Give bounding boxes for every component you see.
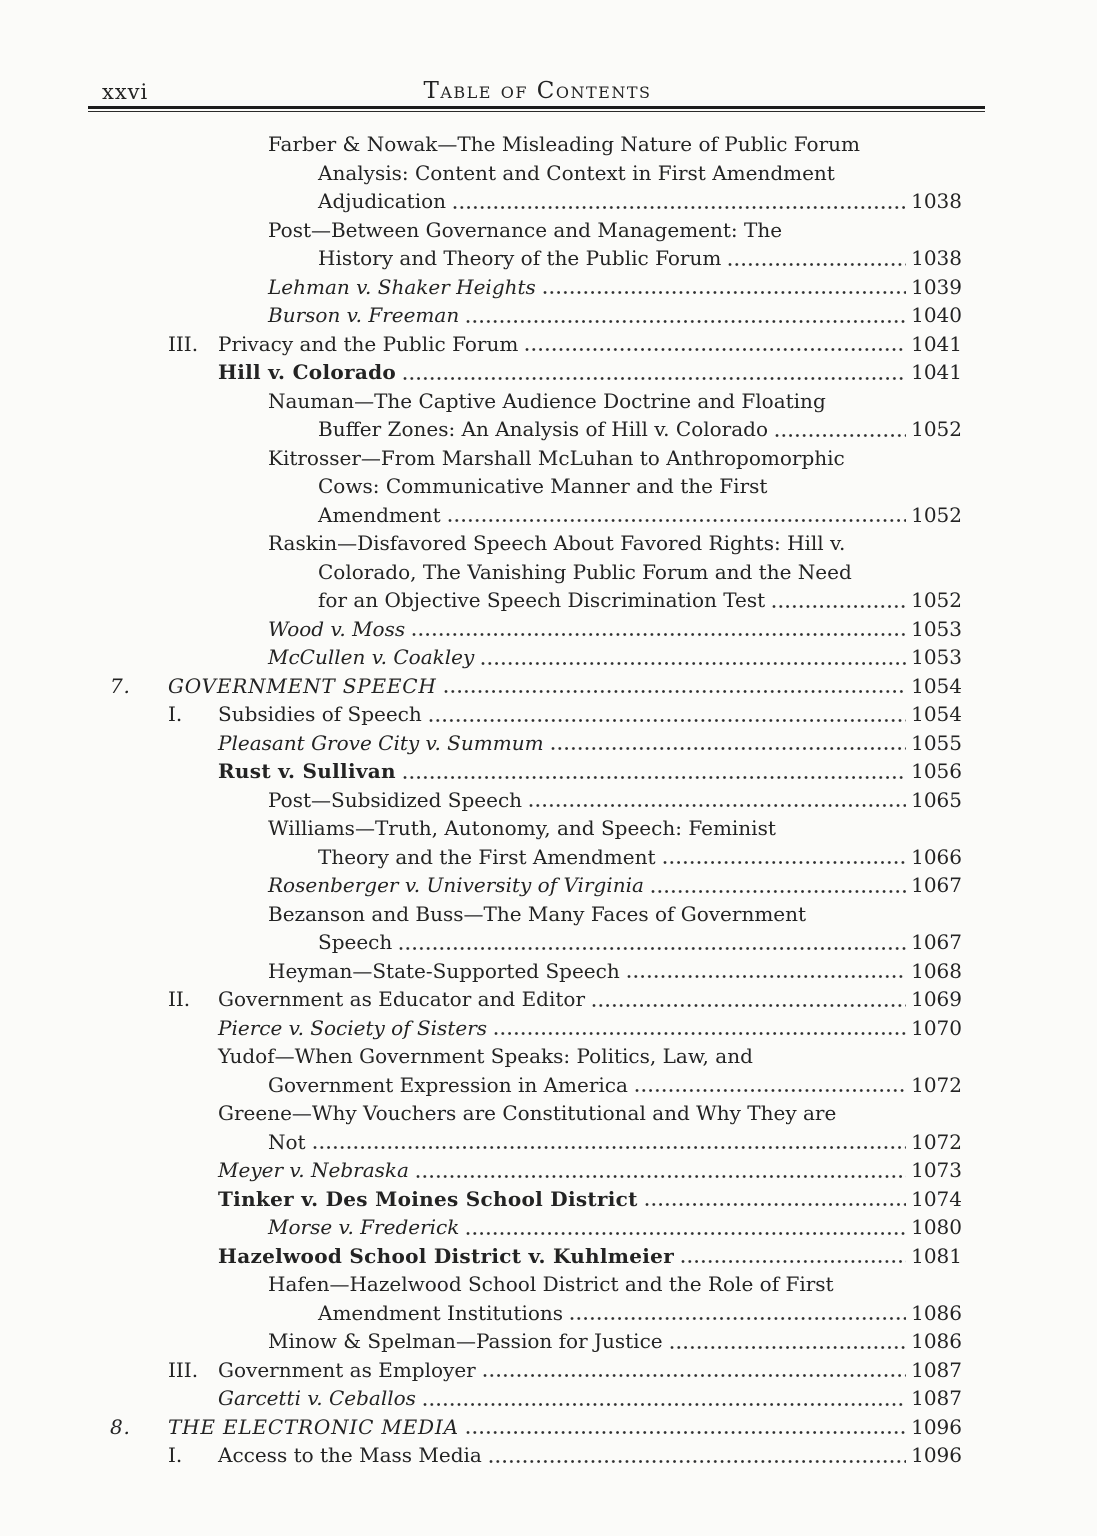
entry-title: Tinker v. Des Moines School District (218, 1186, 638, 1211)
page-number: 1066 (911, 844, 962, 869)
toc-row (110, 1242, 962, 1271)
page-number: 1052 (911, 502, 962, 527)
toc-row (110, 871, 962, 900)
dot-leader (483, 1374, 906, 1377)
entry-title: Garcetti v. Ceballos (218, 1386, 416, 1410)
toc-row (110, 729, 962, 758)
dot-leader (551, 747, 907, 750)
page-number: 1069 (911, 987, 962, 1011)
toc-row (110, 1156, 962, 1185)
toc-row (110, 1270, 962, 1299)
entry-title: Williams—Truth, Autonomy, and Speech: Feminist (268, 816, 776, 840)
toc-row (110, 358, 962, 387)
page-number: 1068 (911, 958, 962, 983)
toc-row (110, 1185, 962, 1214)
entry-number: 7. (110, 673, 131, 698)
toc-row (110, 900, 962, 929)
page-number: 1038 (911, 189, 962, 213)
entry-title: Post—Between Governance and Management: The (268, 217, 783, 242)
toc-row (110, 330, 962, 359)
entry-title: Government as Employer (218, 1357, 476, 1382)
page-number: 1087 (911, 1386, 962, 1410)
header-rule (88, 106, 985, 112)
entry-title: Meyer v. Nebraska (218, 1158, 409, 1182)
page-number: 1081 (911, 1243, 962, 1268)
entry-title: Access to the Mass Media (218, 1443, 482, 1467)
dot-leader (570, 1317, 906, 1320)
entry-number: I. (168, 702, 183, 726)
entry-title: Government as Educator and Editor (218, 987, 586, 1011)
entry-title: Amendment Institutions (318, 1300, 564, 1325)
page-number: 1067 (911, 873, 962, 897)
page-number: 1067 (911, 930, 962, 954)
entry-title: Hazelwood School District v. Kuhlmeier (218, 1243, 675, 1268)
entry-title: Adjudication (318, 189, 447, 213)
page-number: 1086 (911, 1329, 962, 1353)
toc-row (110, 558, 962, 587)
entry-title: Greene—Why Vouchers are Constitutional and Why They are (218, 1101, 837, 1125)
page-number: 1096 (911, 1443, 962, 1467)
dot-leader (635, 1089, 906, 1092)
toc-row (110, 216, 962, 245)
toc-row (110, 985, 962, 1014)
entry-title: Speech (318, 930, 393, 954)
dot-leader (429, 719, 906, 722)
toc-row (110, 187, 962, 216)
entry-title: GOVERNMENT SPEECH (168, 673, 437, 698)
toc-row (110, 757, 962, 786)
toc-row (110, 1327, 962, 1356)
dot-leader (645, 1203, 906, 1206)
entry-title: Privacy and the Public Forum (218, 331, 519, 356)
entry-title: Post—Subsidized Speech (268, 787, 523, 812)
entry-number: III. (168, 1357, 199, 1382)
toc-row (110, 244, 962, 273)
page-number: 1041 (911, 331, 962, 356)
toc-row (110, 1356, 962, 1385)
toc-row (110, 957, 962, 986)
entry-title: Lehman v. Shaker Heights (268, 274, 536, 299)
toc-row (110, 786, 962, 815)
entry-title: Raskin—Disfavored Speech About Favored Rights: Hill v. (268, 531, 846, 555)
toc-row (110, 586, 962, 615)
dot-leader (466, 1431, 906, 1434)
page-number: 1041 (911, 360, 962, 384)
dot-leader (651, 890, 906, 893)
entry-title: Cows: Communicative Manner and the First (318, 474, 768, 498)
dot-leader (403, 377, 906, 380)
toc-row (110, 1042, 962, 1071)
entry-title: Wood v. Moss (268, 616, 406, 641)
toc-row (110, 301, 962, 330)
toc-row (110, 928, 962, 957)
entry-title: Not (268, 1129, 306, 1154)
toc-row (110, 672, 962, 701)
entry-title: Amendment (318, 502, 441, 527)
dot-leader (466, 320, 906, 323)
page-number: 1054 (911, 673, 962, 698)
toc-row (110, 444, 962, 473)
folio-number: xxvi (102, 80, 149, 104)
entry-title: Rust v. Sullivan (218, 759, 396, 783)
dot-leader (525, 348, 906, 351)
entry-number: II. (168, 987, 191, 1011)
toc-list (110, 130, 962, 1470)
entry-title: History and Theory of the Public Forum (318, 246, 722, 270)
dot-leader (663, 861, 907, 864)
entry-title: Pierce v. Society of Sisters (218, 1015, 488, 1040)
page-number: 1054 (911, 702, 962, 726)
toc-row (110, 501, 962, 530)
dot-leader (481, 662, 906, 665)
dot-leader (444, 690, 906, 693)
page-number: 1087 (911, 1357, 962, 1382)
dot-leader (529, 804, 906, 807)
entry-title: McCullen v. Coakley (268, 645, 475, 669)
entry-title: Minow & Spelman—Passion for Justice (268, 1329, 663, 1353)
entry-number: I. (168, 1443, 183, 1467)
entry-title: Kitrosser—From Marshall McLuhan to Anthropomorphic (268, 445, 845, 470)
page-number: 1086 (911, 1300, 962, 1325)
entry-title: Heyman—State-Supported Speech (268, 958, 620, 983)
entry-title: Burson v. Freeman (268, 303, 460, 327)
entry-title: Nauman—The Captive Audience Doctrine and Floating (268, 388, 826, 413)
entry-title: Analysis: Content and Context in First Amendment (318, 160, 835, 185)
toc-row (110, 700, 962, 729)
dot-leader (681, 1260, 906, 1263)
dot-leader (453, 206, 906, 209)
entry-title: Theory and the First Amendment (318, 844, 656, 869)
toc-row (110, 1213, 962, 1242)
toc-row (110, 814, 962, 843)
toc-row (110, 843, 962, 872)
running-head (90, 78, 985, 106)
dot-leader (313, 1146, 907, 1149)
toc-row (110, 643, 962, 672)
page-number: 1065 (911, 787, 962, 812)
page-number: 1053 (911, 645, 962, 669)
page-number: 1073 (911, 1158, 962, 1182)
toc-row (110, 1413, 962, 1442)
dot-leader (489, 1460, 906, 1463)
toc-row (110, 1099, 962, 1128)
dot-leader (466, 1232, 906, 1235)
page-number: 1096 (911, 1414, 962, 1439)
entry-title: Hafen—Hazelwood School District and the Role of First (268, 1272, 834, 1296)
toc-row (110, 130, 962, 159)
entry-title: Buffer Zones: An Analysis of Hill v. Colorado (318, 417, 768, 441)
entry-title: Farber & Nowak—The Misleading Nature of Public Forum (268, 132, 860, 156)
entry-title: Morse v. Frederick (268, 1215, 460, 1239)
toc-row (110, 273, 962, 302)
entry-title: Hill v. Colorado (218, 360, 397, 384)
entry-title: Colorado, The Vanishing Public Forum and the Need (318, 559, 852, 584)
dot-leader (775, 434, 906, 437)
page-number: 1072 (911, 1072, 962, 1097)
page-number: 1052 (911, 417, 962, 441)
page-number: 1055 (911, 730, 962, 755)
toc-row (110, 1384, 962, 1413)
toc-row (110, 387, 962, 416)
toc-row (110, 1299, 962, 1328)
entry-title: Bezanson and Buss—The Many Faces of Government (268, 901, 807, 926)
entry-number: III. (168, 331, 199, 356)
dot-leader (403, 776, 906, 779)
entry-title: Pleasant Grove City v. Summum (218, 730, 544, 755)
dot-leader (670, 1346, 906, 1349)
toc-row (110, 529, 962, 558)
toc-row (110, 472, 962, 501)
page-number: 1074 (911, 1186, 962, 1211)
page-number: 1040 (911, 303, 962, 327)
page-title: Table of Contents (423, 78, 652, 104)
page-number: 1053 (911, 616, 962, 641)
page-number: 1080 (911, 1215, 962, 1239)
toc-row (110, 159, 962, 188)
dot-leader (592, 1004, 906, 1007)
dot-leader (728, 263, 906, 266)
dot-leader (543, 291, 906, 294)
toc-row (110, 1071, 962, 1100)
dot-leader (399, 947, 906, 950)
page-number: 1038 (911, 246, 962, 270)
toc-row (110, 615, 962, 644)
entry-title: Government Expression in America (268, 1072, 628, 1097)
toc-row (110, 1128, 962, 1157)
entry-title: Rosenberger v. University of Virginia (268, 873, 644, 897)
toc-row (110, 415, 962, 444)
dot-leader (494, 1032, 906, 1035)
entry-title: for an Objective Speech Discrimination Test (318, 588, 766, 612)
dot-leader (448, 519, 906, 522)
toc-row (110, 1441, 962, 1470)
entry-number: 8. (110, 1414, 131, 1439)
page-number: 1070 (911, 1015, 962, 1040)
dot-leader (772, 605, 906, 608)
page-number: 1052 (911, 588, 962, 612)
page-number: 1072 (911, 1129, 962, 1154)
entry-title: THE ELECTRONIC MEDIA (168, 1414, 459, 1439)
page-number: 1056 (911, 759, 962, 783)
dot-leader (627, 975, 906, 978)
entry-title: Subsidies of Speech (218, 702, 422, 726)
dot-leader (416, 1175, 906, 1178)
entry-title: Yudof—When Government Speaks: Politics, Law, and (218, 1044, 753, 1068)
dot-leader (423, 1403, 906, 1406)
dot-leader (412, 633, 906, 636)
toc-row (110, 1014, 962, 1043)
page-number: 1039 (911, 274, 962, 299)
